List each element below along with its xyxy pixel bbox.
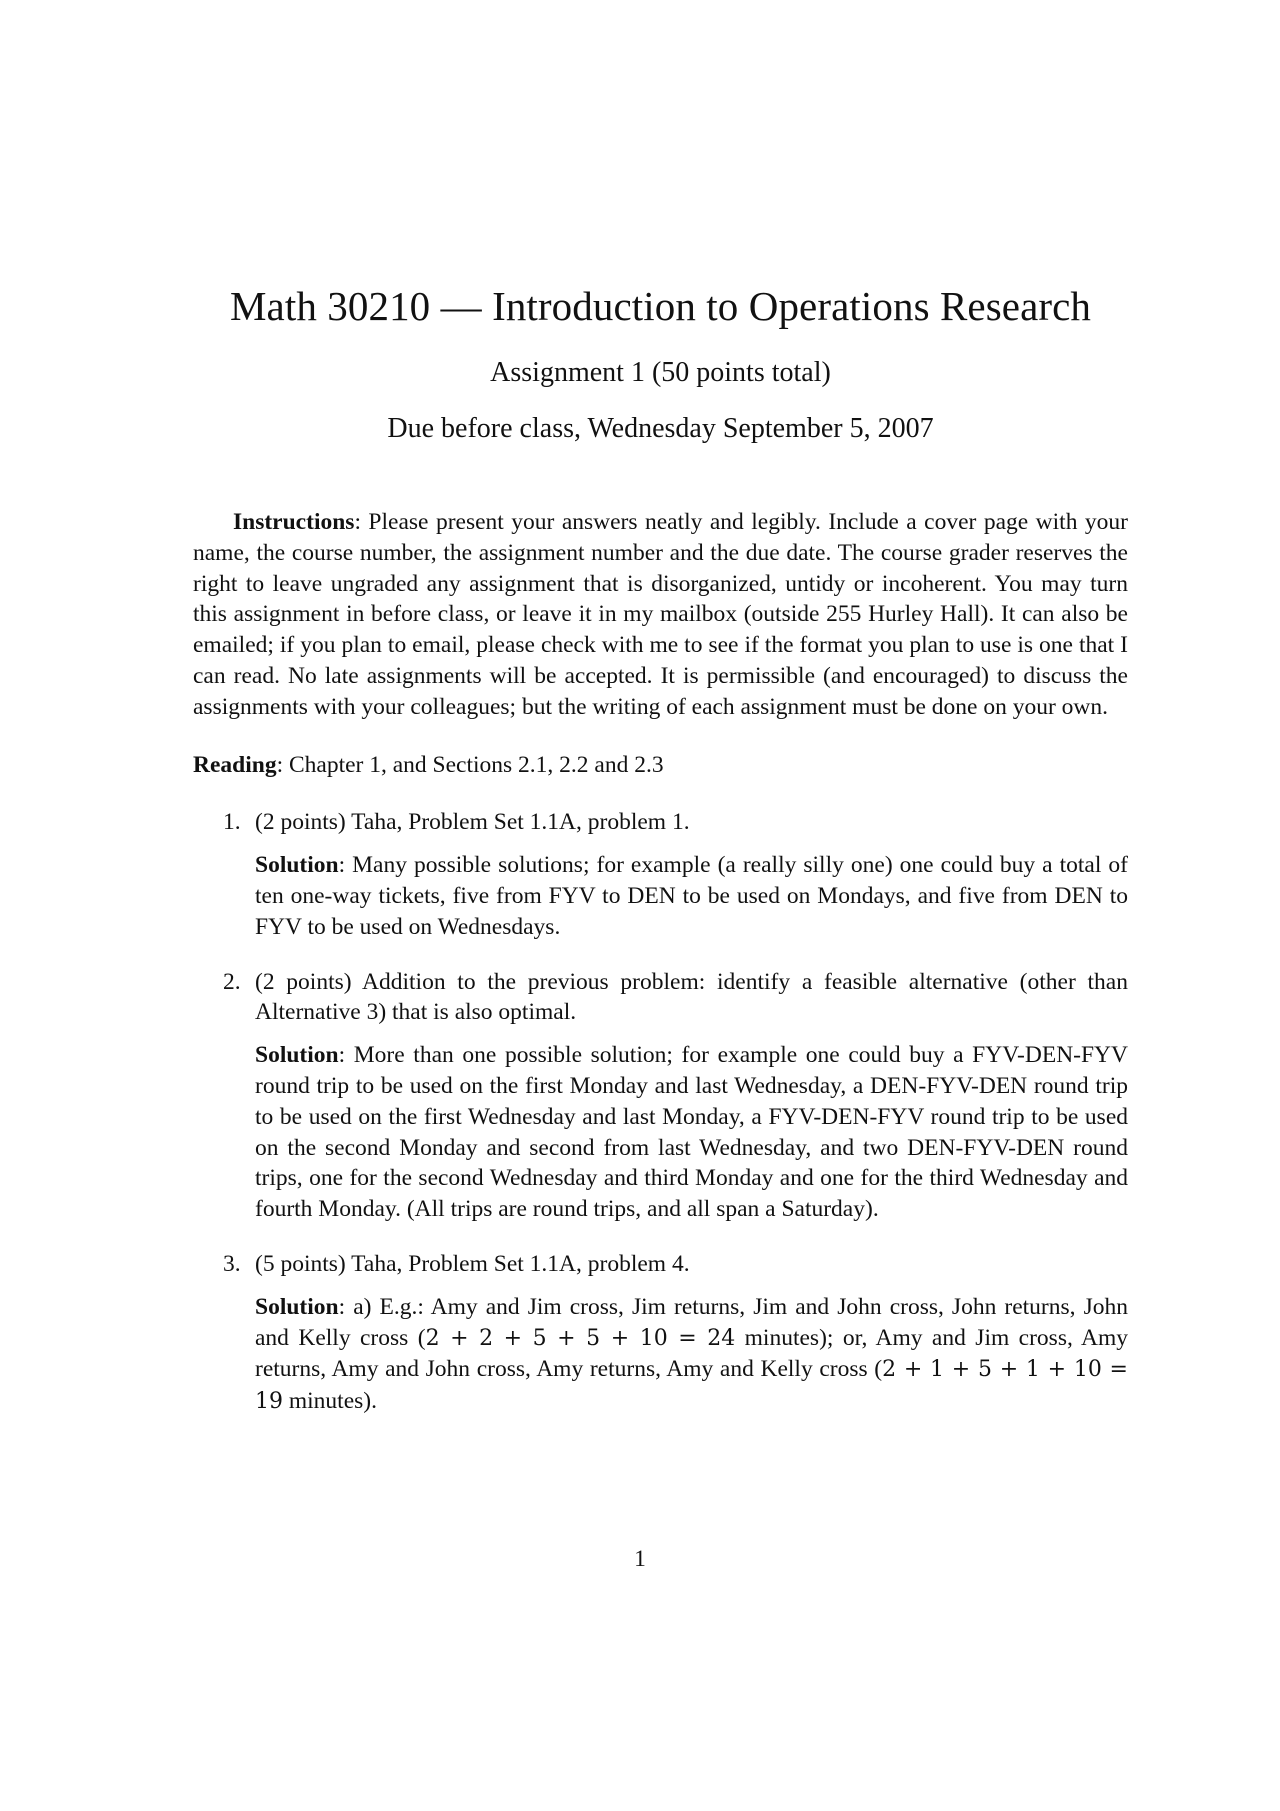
solution-text: : Many possible solutions; for example (a really silly one) one could buy a total of ten one-way tickets, five from FYV to DEN to be used on Mondays, and five from DEN to FYV to be used on Wednesdays. <box>255 852 1128 940</box>
instructions-label: Instructions <box>233 509 355 535</box>
assignment-subtitle: Assignment 1 (50 points total) <box>490 357 831 388</box>
math-expression: 2 + 2 + 5 + 5 + 10 = 24 <box>425 1325 736 1351</box>
problem-solution <box>255 1292 1128 1418</box>
document-title: Math 30210 — Introduction to Operations Research <box>229 283 1092 329</box>
page-number: 1 <box>634 1546 646 1572</box>
problem-question: (5 points) Taha, Problem Set 1.1A, problem 4. <box>255 1250 690 1277</box>
math-expression: 2 + 1 + 5 + 1 + 10 = 19 <box>255 1357 1128 1415</box>
problem-question: (2 points) Addition to the previous problem: identify a feasible alternative (other than Alternative 3) that is also optimal. <box>255 968 1128 1026</box>
problem-number: 3. <box>223 1250 241 1277</box>
problem-item <box>193 967 1128 1225</box>
solution-label: Solution <box>255 1042 339 1069</box>
document-page <box>193 282 1128 1442</box>
solution-label: Solution <box>255 852 339 879</box>
reading-text: : Chapter 1, and Sections 2.1, 2.2 and 2.3 <box>276 751 664 778</box>
solution-text-part2: minutes); or, Amy and Jim cross, Amy returns, Amy and John cross, Amy returns, Amy and Kelly cross ( <box>255 1324 1128 1383</box>
reading-label: Reading <box>193 751 277 778</box>
problem-question: (2 points) Taha, Problem Set 1.1A, problem 1. <box>255 809 690 836</box>
problem-number: 2. <box>223 968 241 995</box>
solution-text: : More than one possible solution; for example one could buy a FYV-DEN-FYV round trip to be used on the first Monday and last Wednesday, a DEN-FYV-DEN round trip to be used on the first Wednesday and last Monday, a FYV-DEN-FYV round trip to be used on the second Monday and second from last Wednesday, and two DEN-FYV-DEN round trips, one for the second Wednesday and third Monday and one for the third Wednesday and fourth Monday. (All trips are round trips, and all span a Saturday). <box>255 1042 1128 1223</box>
due-date: Due before class, Wednesday September 5, 2007 <box>387 413 934 444</box>
problem-item <box>193 1249 1128 1418</box>
problem-solution <box>255 1040 1128 1225</box>
problem-number: 1. <box>223 809 241 836</box>
instructions-text: : Please present your answers neatly and legibly. Include a cover page with your name, the course number, the assignment number and the due date. The course grader reserves the right to leave ungraded any assignment that is disorganized, untidy or incoherent. You may turn this assignment in before class, or leave it in my mailbox (outside 255 Hurley Hall). It can also be emailed; if you plan to email, please check with me to see if the format you plan to use is one that I can read. No late assignments will be accepted. It is permissible (and encouraged) to discuss the assignments with your colleagues; but the writing of each assignment must be done on your own. <box>193 509 1128 720</box>
solution-text-part3: minutes). <box>283 1388 377 1415</box>
problem-solution <box>255 850 1128 942</box>
problem-list <box>193 807 1128 1418</box>
problem-item <box>193 807 1128 942</box>
reading-paragraph <box>193 750 1128 781</box>
solution-label: Solution <box>255 1293 339 1320</box>
solution-text-part1: : a) E.g.: Amy and Jim cross, Jim returns, Jim and John cross, John returns, John and Kelly cross ( <box>255 1293 1128 1351</box>
instructions-paragraph <box>193 507 1128 723</box>
